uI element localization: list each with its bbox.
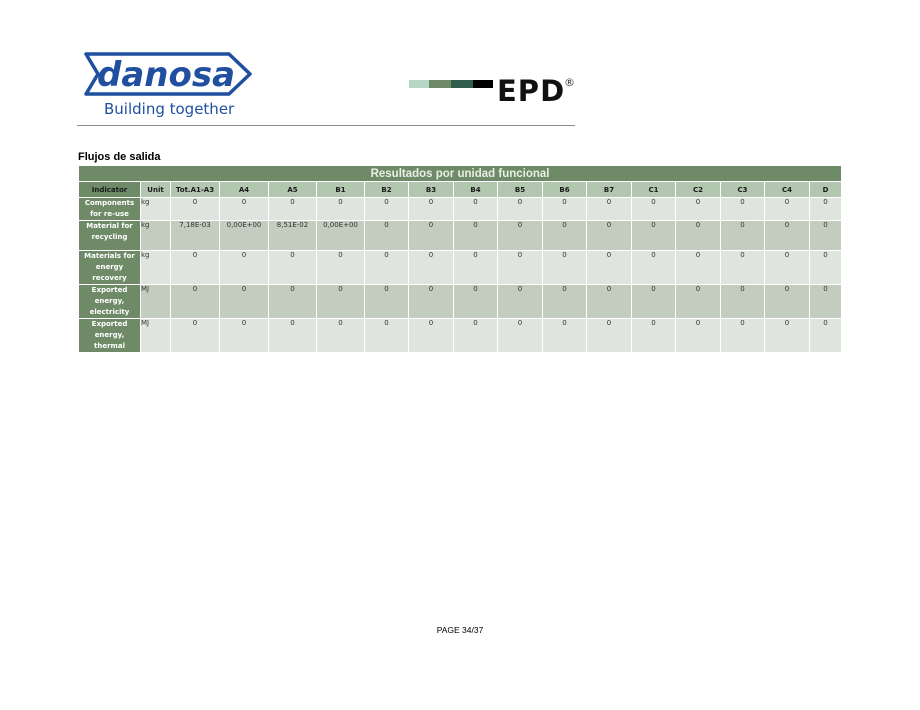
value-cell: 0,00E+00 <box>220 221 269 251</box>
indicator-label-line: Exported <box>91 320 128 328</box>
value-cell: 0 <box>721 251 765 285</box>
unit-cell: MJ <box>141 285 171 319</box>
value-cell: 0 <box>317 198 365 221</box>
value-cell: 0 <box>810 198 842 221</box>
indicator-label-line: thermal <box>94 342 125 350</box>
indicator-cell <box>79 221 141 251</box>
value-cell: 0 <box>269 198 317 221</box>
column-header: A4 <box>220 182 269 198</box>
value-cell: 0 <box>721 221 765 251</box>
value-cell: 0 <box>765 285 810 319</box>
column-header: C2 <box>676 182 721 198</box>
value-cell: 7,18E-03 <box>171 221 220 251</box>
value-cell: 0 <box>676 198 721 221</box>
indicator-label-line: Components <box>84 199 135 207</box>
value-cell: 0 <box>171 285 220 319</box>
value-cell: 0 <box>365 285 409 319</box>
table-header-row <box>79 182 842 198</box>
value-cell: 0 <box>810 285 842 319</box>
value-cell: 0 <box>365 251 409 285</box>
value-cell: 0 <box>587 198 632 221</box>
column-header: Unit <box>141 182 171 198</box>
indicator-label-line: energy <box>95 263 124 271</box>
value-cell: 0 <box>498 198 543 221</box>
value-cell: 0 <box>587 251 632 285</box>
unit-cell: kg <box>141 221 171 251</box>
logo-tagline: Building together <box>104 100 235 118</box>
value-cell: 0 <box>409 221 454 251</box>
indicator-label-line: for re-use <box>90 210 129 218</box>
value-cell: 0 <box>498 251 543 285</box>
table-row <box>79 251 842 285</box>
page-number: PAGE 34/37 <box>436 625 484 635</box>
value-cell: 0 <box>543 221 587 251</box>
value-cell: 0 <box>220 319 269 353</box>
indicator-cell <box>79 198 141 221</box>
value-cell: 0 <box>810 221 842 251</box>
indicator-label-line: Exported <box>91 286 128 294</box>
value-cell: 0 <box>454 251 498 285</box>
value-cell: 0,00E+00 <box>317 221 365 251</box>
value-cell: 0 <box>632 251 676 285</box>
value-cell: 0 <box>632 221 676 251</box>
indicator-label-line: Material for <box>86 222 133 230</box>
value-cell: 8,51E-02 <box>269 221 317 251</box>
value-cell: 0 <box>587 221 632 251</box>
table-row <box>79 319 842 353</box>
value-cell: 0 <box>721 285 765 319</box>
value-cell: 0 <box>632 198 676 221</box>
value-cell: 0 <box>454 319 498 353</box>
value-cell: 0 <box>409 285 454 319</box>
value-cell: 0 <box>676 251 721 285</box>
value-cell: 0 <box>317 251 365 285</box>
table-row <box>79 198 842 221</box>
column-header: B6 <box>543 182 587 198</box>
header-divider <box>77 125 575 126</box>
column-header: C4 <box>765 182 810 198</box>
value-cell: 0 <box>810 251 842 285</box>
column-header: A5 <box>269 182 317 198</box>
value-cell: 0 <box>543 198 587 221</box>
value-cell: 0 <box>454 285 498 319</box>
table-row <box>79 285 842 319</box>
value-cell: 0 <box>269 319 317 353</box>
indicator-label-line: recovery <box>92 274 127 282</box>
value-cell: 0 <box>220 285 269 319</box>
value-cell: 0 <box>543 251 587 285</box>
indicator-label-line: energy, <box>94 331 125 339</box>
indicator-cell <box>79 285 141 319</box>
value-cell: 0 <box>269 285 317 319</box>
column-header: B1 <box>317 182 365 198</box>
section-title: Flujos de salida <box>78 151 161 163</box>
indicator-label-line: recycling <box>91 233 128 241</box>
column-header: C1 <box>632 182 676 198</box>
danosa-logo <box>84 50 259 125</box>
value-cell: 0 <box>721 198 765 221</box>
value-cell: 0 <box>587 319 632 353</box>
column-header: B2 <box>365 182 409 198</box>
column-header: B7 <box>587 182 632 198</box>
indicator-cell <box>79 319 141 353</box>
results-table <box>78 165 842 353</box>
value-cell: 0 <box>317 285 365 319</box>
column-header: Indicator <box>79 182 141 198</box>
column-header: B4 <box>454 182 498 198</box>
value-cell: 0 <box>632 319 676 353</box>
value-cell: 0 <box>365 319 409 353</box>
value-cell: 0 <box>171 319 220 353</box>
value-cell: 0 <box>498 319 543 353</box>
value-cell: 0 <box>220 251 269 285</box>
value-cell: 0 <box>587 285 632 319</box>
unit-cell: kg <box>141 198 171 221</box>
indicator-label-line: electricity <box>89 308 130 316</box>
column-header: C3 <box>721 182 765 198</box>
column-header: B5 <box>498 182 543 198</box>
value-cell: 0 <box>543 319 587 353</box>
value-cell: 0 <box>765 319 810 353</box>
value-cell: 0 <box>543 285 587 319</box>
epd-mark <box>409 76 579 106</box>
unit-cell: MJ <box>141 319 171 353</box>
value-cell: 0 <box>498 285 543 319</box>
column-header: Tot.A1-A3 <box>171 182 220 198</box>
indicator-label-line: energy, <box>94 297 125 305</box>
value-cell: 0 <box>498 221 543 251</box>
value-cell: 0 <box>721 319 765 353</box>
value-cell: 0 <box>269 251 317 285</box>
value-cell: 0 <box>765 221 810 251</box>
value-cell: 0 <box>409 319 454 353</box>
epd-label: EPD <box>497 74 566 108</box>
column-header: B3 <box>409 182 454 198</box>
value-cell: 0 <box>765 198 810 221</box>
value-cell: 0 <box>765 251 810 285</box>
indicator-label-line: Materials for <box>84 252 135 260</box>
value-cell: 0 <box>171 251 220 285</box>
svg-text:danosa: danosa <box>96 55 236 95</box>
value-cell: 0 <box>409 198 454 221</box>
value-cell: 0 <box>220 198 269 221</box>
value-cell: 0 <box>317 319 365 353</box>
value-cell: 0 <box>676 285 721 319</box>
registered-mark-icon: ® <box>564 76 575 89</box>
unit-cell: kg <box>141 251 171 285</box>
value-cell: 0 <box>365 221 409 251</box>
table-title: Resultados por unidad funcional <box>79 166 842 182</box>
danosa-logo-mark <box>84 50 259 100</box>
value-cell: 0 <box>409 251 454 285</box>
value-cell: 0 <box>810 319 842 353</box>
value-cell: 0 <box>171 198 220 221</box>
column-header: D <box>810 182 842 198</box>
value-cell: 0 <box>365 198 409 221</box>
value-cell: 0 <box>632 285 676 319</box>
value-cell: 0 <box>454 198 498 221</box>
value-cell: 0 <box>454 221 498 251</box>
epd-color-bars <box>409 80 493 88</box>
indicator-cell <box>79 251 141 285</box>
table-row <box>79 221 842 251</box>
value-cell: 0 <box>676 221 721 251</box>
value-cell: 0 <box>676 319 721 353</box>
